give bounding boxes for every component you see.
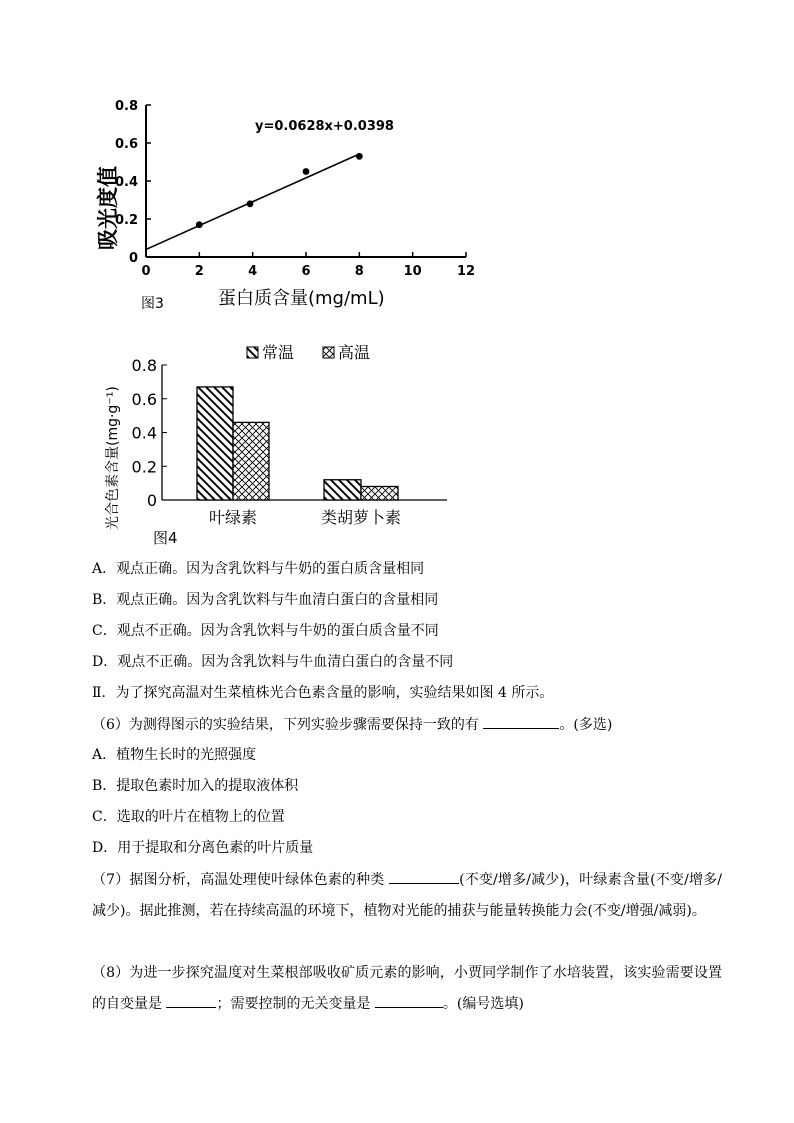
figure4-chart xyxy=(95,340,465,550)
q6-option-c: C．选取的叶片在植物上的位置 xyxy=(92,809,285,825)
figure3-data-point xyxy=(247,200,254,207)
figure3-ylabel: 吸光度值 xyxy=(96,166,120,250)
figure4-legend-label: 高温 xyxy=(338,343,371,362)
figure4-ylabel: 光合色素含量(mg·g⁻¹) xyxy=(105,386,121,530)
figure4-bar xyxy=(233,422,269,500)
figure3-chart xyxy=(88,92,488,317)
option-a: A．观点正确。因为含乳饮料与牛奶的蛋白质含量相同 xyxy=(92,561,425,577)
q6-option-b: B．提取色素时加入的提取液体积 xyxy=(92,778,299,794)
q8-part2: ；需要控制的无关变量是 xyxy=(216,996,371,1012)
figure4-y-tick-label: 0.4 xyxy=(131,423,157,443)
figure3-y-tick-label: 0 xyxy=(128,251,138,266)
q6-answer-blank[interactable] xyxy=(483,714,559,729)
q7-part2: (不变/增多/减少)，叶绿素含量(不变/增多/减少)。据此推测，若在持续高温的环境下，植物对光能的捕获与能量转换能力会(不变/增强/减弱)。 xyxy=(92,872,723,919)
figure4-bar xyxy=(324,480,361,500)
q8-blank-2[interactable] xyxy=(375,993,443,1008)
figure3-y-tick-label: 0.2 xyxy=(114,213,138,228)
figure3-data-point xyxy=(303,168,310,175)
figure3-xlabel: 蛋白质含量(mg/mL) xyxy=(218,288,385,309)
figure3-x-tick-label: 2 xyxy=(194,264,204,279)
figure4-category-label: 类胡萝卜素 xyxy=(320,508,402,527)
figure4-legend-swatch xyxy=(247,347,258,358)
q6-option-d: D．用于提取和分离色素的叶片质量 xyxy=(92,840,314,856)
question-6 xyxy=(92,714,612,735)
figure3-y-tick-label: 0.4 xyxy=(114,175,138,190)
figure3-x-tick-label: 12 xyxy=(456,264,476,279)
figure4-legend-swatch xyxy=(323,347,334,358)
figure4-legend xyxy=(247,343,370,362)
figure3-data-point xyxy=(196,221,203,228)
figure3-y-tick-label: 0.6 xyxy=(114,137,138,152)
figure3-x-tick-label: 8 xyxy=(354,264,364,279)
q7-answer-blank[interactable] xyxy=(389,869,459,884)
figure3-x-tick-label: 0 xyxy=(141,264,151,279)
figure3-caption: 图3 xyxy=(141,296,164,312)
q7-part1: （7）据图分析，高温处理使叶绿体色素的种类 xyxy=(92,872,385,888)
option-b: B．观点正确。因为含乳饮料与牛血清白蛋白的含量相同 xyxy=(92,592,439,608)
section-2-intro: Ⅱ．为了探究高温对生菜植株光合色素含量的影响，实验结果如图 4 所示。 xyxy=(92,685,554,701)
question-8 xyxy=(92,958,722,1020)
q8-part3: 。(编号选填) xyxy=(442,996,524,1012)
option-d: D．观点不正确。因为含乳饮料与牛血清白蛋白的含量不同 xyxy=(92,654,454,670)
figure4-y-tick-label: 0.2 xyxy=(131,457,157,477)
question-7 xyxy=(92,865,722,927)
q8-part1: （8）为进一步探究温度对生菜根部吸收矿质元素的影响，小贾同学制作了水培装置，该实验需要设置的自变量是 xyxy=(92,965,722,1012)
figure4-y-tick-label: 0.8 xyxy=(131,356,157,375)
figure4-bar xyxy=(197,387,233,500)
figure4-category-label: 叶绿素 xyxy=(208,508,258,527)
option-c: C．观点不正确。因为含乳饮料与牛奶的蛋白质含量不同 xyxy=(92,623,439,639)
q6-option-a: A．植物生长时的光照强度 xyxy=(92,747,257,763)
q6-tail: 。(多选) xyxy=(559,717,613,733)
figure4-legend-label: 常温 xyxy=(262,343,295,362)
figure3-x-tick-label: 4 xyxy=(248,264,258,279)
figure4-y-tick-label: 0.6 xyxy=(131,389,157,409)
figure4-y-tick-label: 0 xyxy=(146,491,157,510)
figure3-data-point xyxy=(356,153,363,160)
figure4-bars xyxy=(197,387,398,500)
figure3-y-tick-label: 0.8 xyxy=(114,99,138,114)
figure4-bar xyxy=(361,487,398,501)
figure4-caption: 图4 xyxy=(153,529,178,547)
figure3-x-tick-label: 10 xyxy=(403,264,422,279)
figure3-x-tick-label: 6 xyxy=(301,264,311,279)
figure3-equation: y=0.0628x+0.0398 xyxy=(255,119,394,134)
q8-blank-1[interactable] xyxy=(166,993,216,1008)
q6-stem: （6）为测得图示的实验结果，下列实验步骤需要保持一致的有 xyxy=(92,717,479,733)
figure3-marks xyxy=(146,153,363,250)
